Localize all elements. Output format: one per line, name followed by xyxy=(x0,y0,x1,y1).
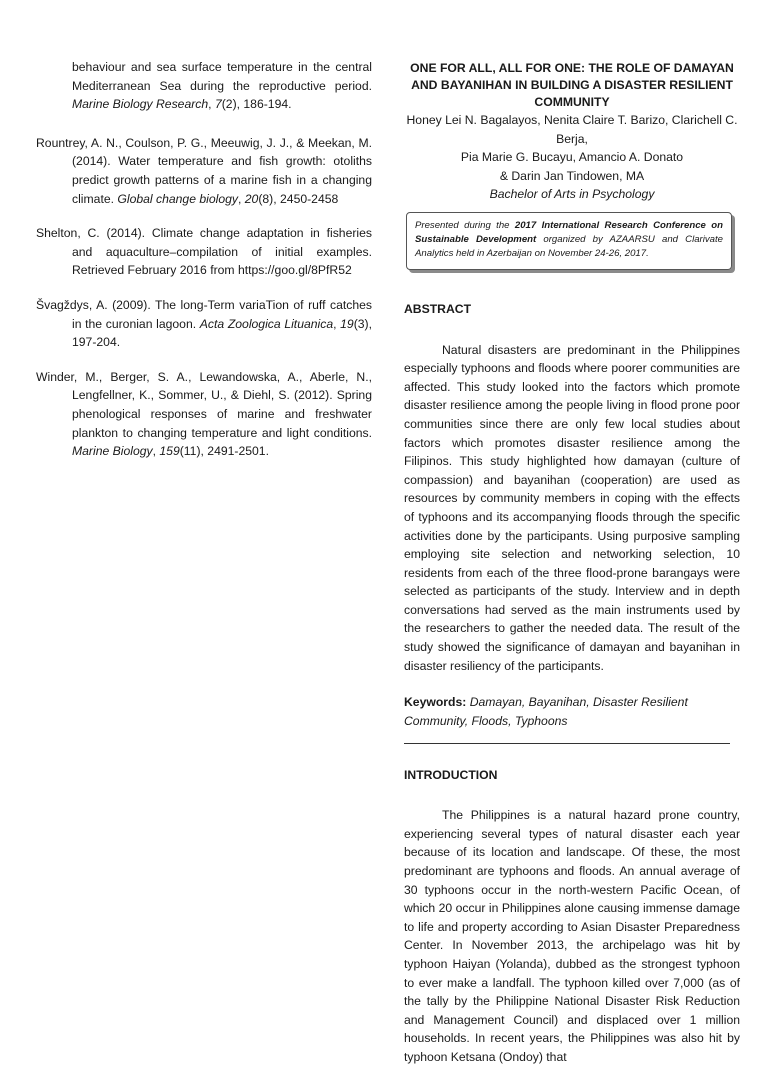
ref-text: Winder, M., Berger, S. A., Lewandowska, A., Aberle, N., Lengfellner, K., Sommer, U., & Diehl, S. (2012). Spring phenological responses of marine and freshwater plankton to changing temperature and light conditions. xyxy=(36,369,372,440)
reference-entry xyxy=(36,134,372,208)
authors-line: Pia Marie G. Bucayu, Amancio A. Donato xyxy=(460,150,684,165)
authors-line: & Darin Jan Tindowen, MA xyxy=(499,168,645,183)
conference-name: 2017 International Research Conference on Sustainable Development xyxy=(415,219,723,245)
ref-text: Rountrey, A. N., Coulson, P. G., Meeuwig, J. J., & Meekan, M. (2014). Water temperature and fish growth: otoliths predict growth patterns of a marine fish in a changing climate. xyxy=(36,135,372,206)
introduction-heading: INTRODUCTION xyxy=(404,767,498,782)
ref-volume: 7 xyxy=(214,97,222,112)
ref-volume: 20 xyxy=(244,191,259,206)
ref-journal: Marine Biology Research xyxy=(72,97,209,112)
ref-journal: Acta Zoologica Lituanica xyxy=(199,316,334,331)
ref-tail: (8), 2450-2458 xyxy=(258,191,339,206)
ref-sep: , xyxy=(208,97,215,112)
keywords-label: Keywords: xyxy=(404,695,467,710)
abstract-heading: ABSTRACT xyxy=(404,301,472,316)
ref-tail: (3), 197-204. xyxy=(72,316,372,350)
presentation-note-box xyxy=(406,212,732,270)
ref-journal: Global change biology xyxy=(117,191,238,206)
ref-sep: , xyxy=(333,316,341,331)
presentation-suffix: organized by AZAARSU and Clarivate Analytics held in Azerbaijan on November 24-26, 2017. xyxy=(415,233,723,259)
ref-text: Shelton, C. (2014). Climate change adaptation in fisheries and aquaculture–compilation of initial examples. Retrieved February 2016 from https://goo.gl/8PfR52 xyxy=(36,226,372,278)
presentation-prefix: Presented during the xyxy=(415,219,515,231)
reference-continuation xyxy=(36,58,372,114)
paper-title: ONE FOR ALL, ALL FOR ONE: THE ROLE OF DAMAYAN AND BAYANIHAN IN BUILDING A DISASTER RESILIENT COMMUNITY xyxy=(410,61,734,109)
keywords-list: Damayan, Bayanihan, Disaster Resilient Community, Floods, Typhoons xyxy=(404,695,688,728)
authors-line: Honey Lei N. Bagalayos, Nenita Claire T. Barizo, Clarichell C. Berja, xyxy=(406,113,738,146)
ref-sep: , xyxy=(238,191,245,206)
ref-text: behaviour and sea surface temperature in the central Mediterranean Sea during the reproductive period. xyxy=(72,60,372,93)
keywords-line xyxy=(404,693,740,730)
introduction-text: The Philippines is a natural hazard prone country, experiencing several types of natural disaster each year because of its location and landscape. Of these, the most predominant are typhoons and floods. An annual average of 30 typhoons occur in the north-western Pacific Ocean, of which 20 occur in Philippines alone causing immense damage to life and property according to Asian Disaster Preparedness Center. In November 2013, the archipelago was hit by typhoon Haiyan (Yolanda), dubbed as the strongest typhoon to ever make a landfall. The typhoon killed over 7,000 (as of the tally by the Philippine National Disaster Risk Reduction and Management Council) and displaced over 1 million households. In recent years, the Philippines was also hit by typhoon Ketsana (Ondoy) that xyxy=(404,808,740,1064)
ref-sep: , xyxy=(152,444,160,459)
ref-tail: (11), 2491-2501. xyxy=(179,444,269,459)
ref-journal: Marine Biology xyxy=(72,444,153,459)
section-divider xyxy=(404,743,730,744)
ref-volume: 19 xyxy=(340,316,354,331)
abstract-text: Natural disasters are predominant in the Philippines especially typhoons and floods where poorer communities are affected. This study looked into the factors which promote disaster resilience among the people living in flood prone poor communities since there are only few local studies about factors which promotes disaster resilience among the Filipinos. This study highlighted how damayan (culture of compassion) and bayanihan (cooperation) are used as resources by community members in coping with the effects of typhoons and its accompanying floods through the specific activities done by the participants. Using purposive sampling employing site selection and networking selection, 10 residents from each of the three flood-prone barangays were selected as participants of the study. Interview and in depth conversations had served as the main instruments used by the researchers to gather the needed data. The result of the study showed the significance of damayan and bayanihan in disaster resiliency of the participants. xyxy=(404,342,740,673)
ref-tail: (2), 186-194. xyxy=(221,97,292,112)
reference-entry xyxy=(36,296,372,352)
ref-volume: 159 xyxy=(159,444,180,459)
references-column xyxy=(36,58,372,477)
article-column xyxy=(404,58,740,1067)
reference-entry xyxy=(36,368,372,461)
ref-text: Švagždys, A. (2009). The long-Term variaTion of ruff catches in the curonian lagoon. xyxy=(36,297,372,331)
reference-entry xyxy=(36,224,372,280)
degree-program: Bachelor of Arts in Psychology xyxy=(489,187,655,202)
